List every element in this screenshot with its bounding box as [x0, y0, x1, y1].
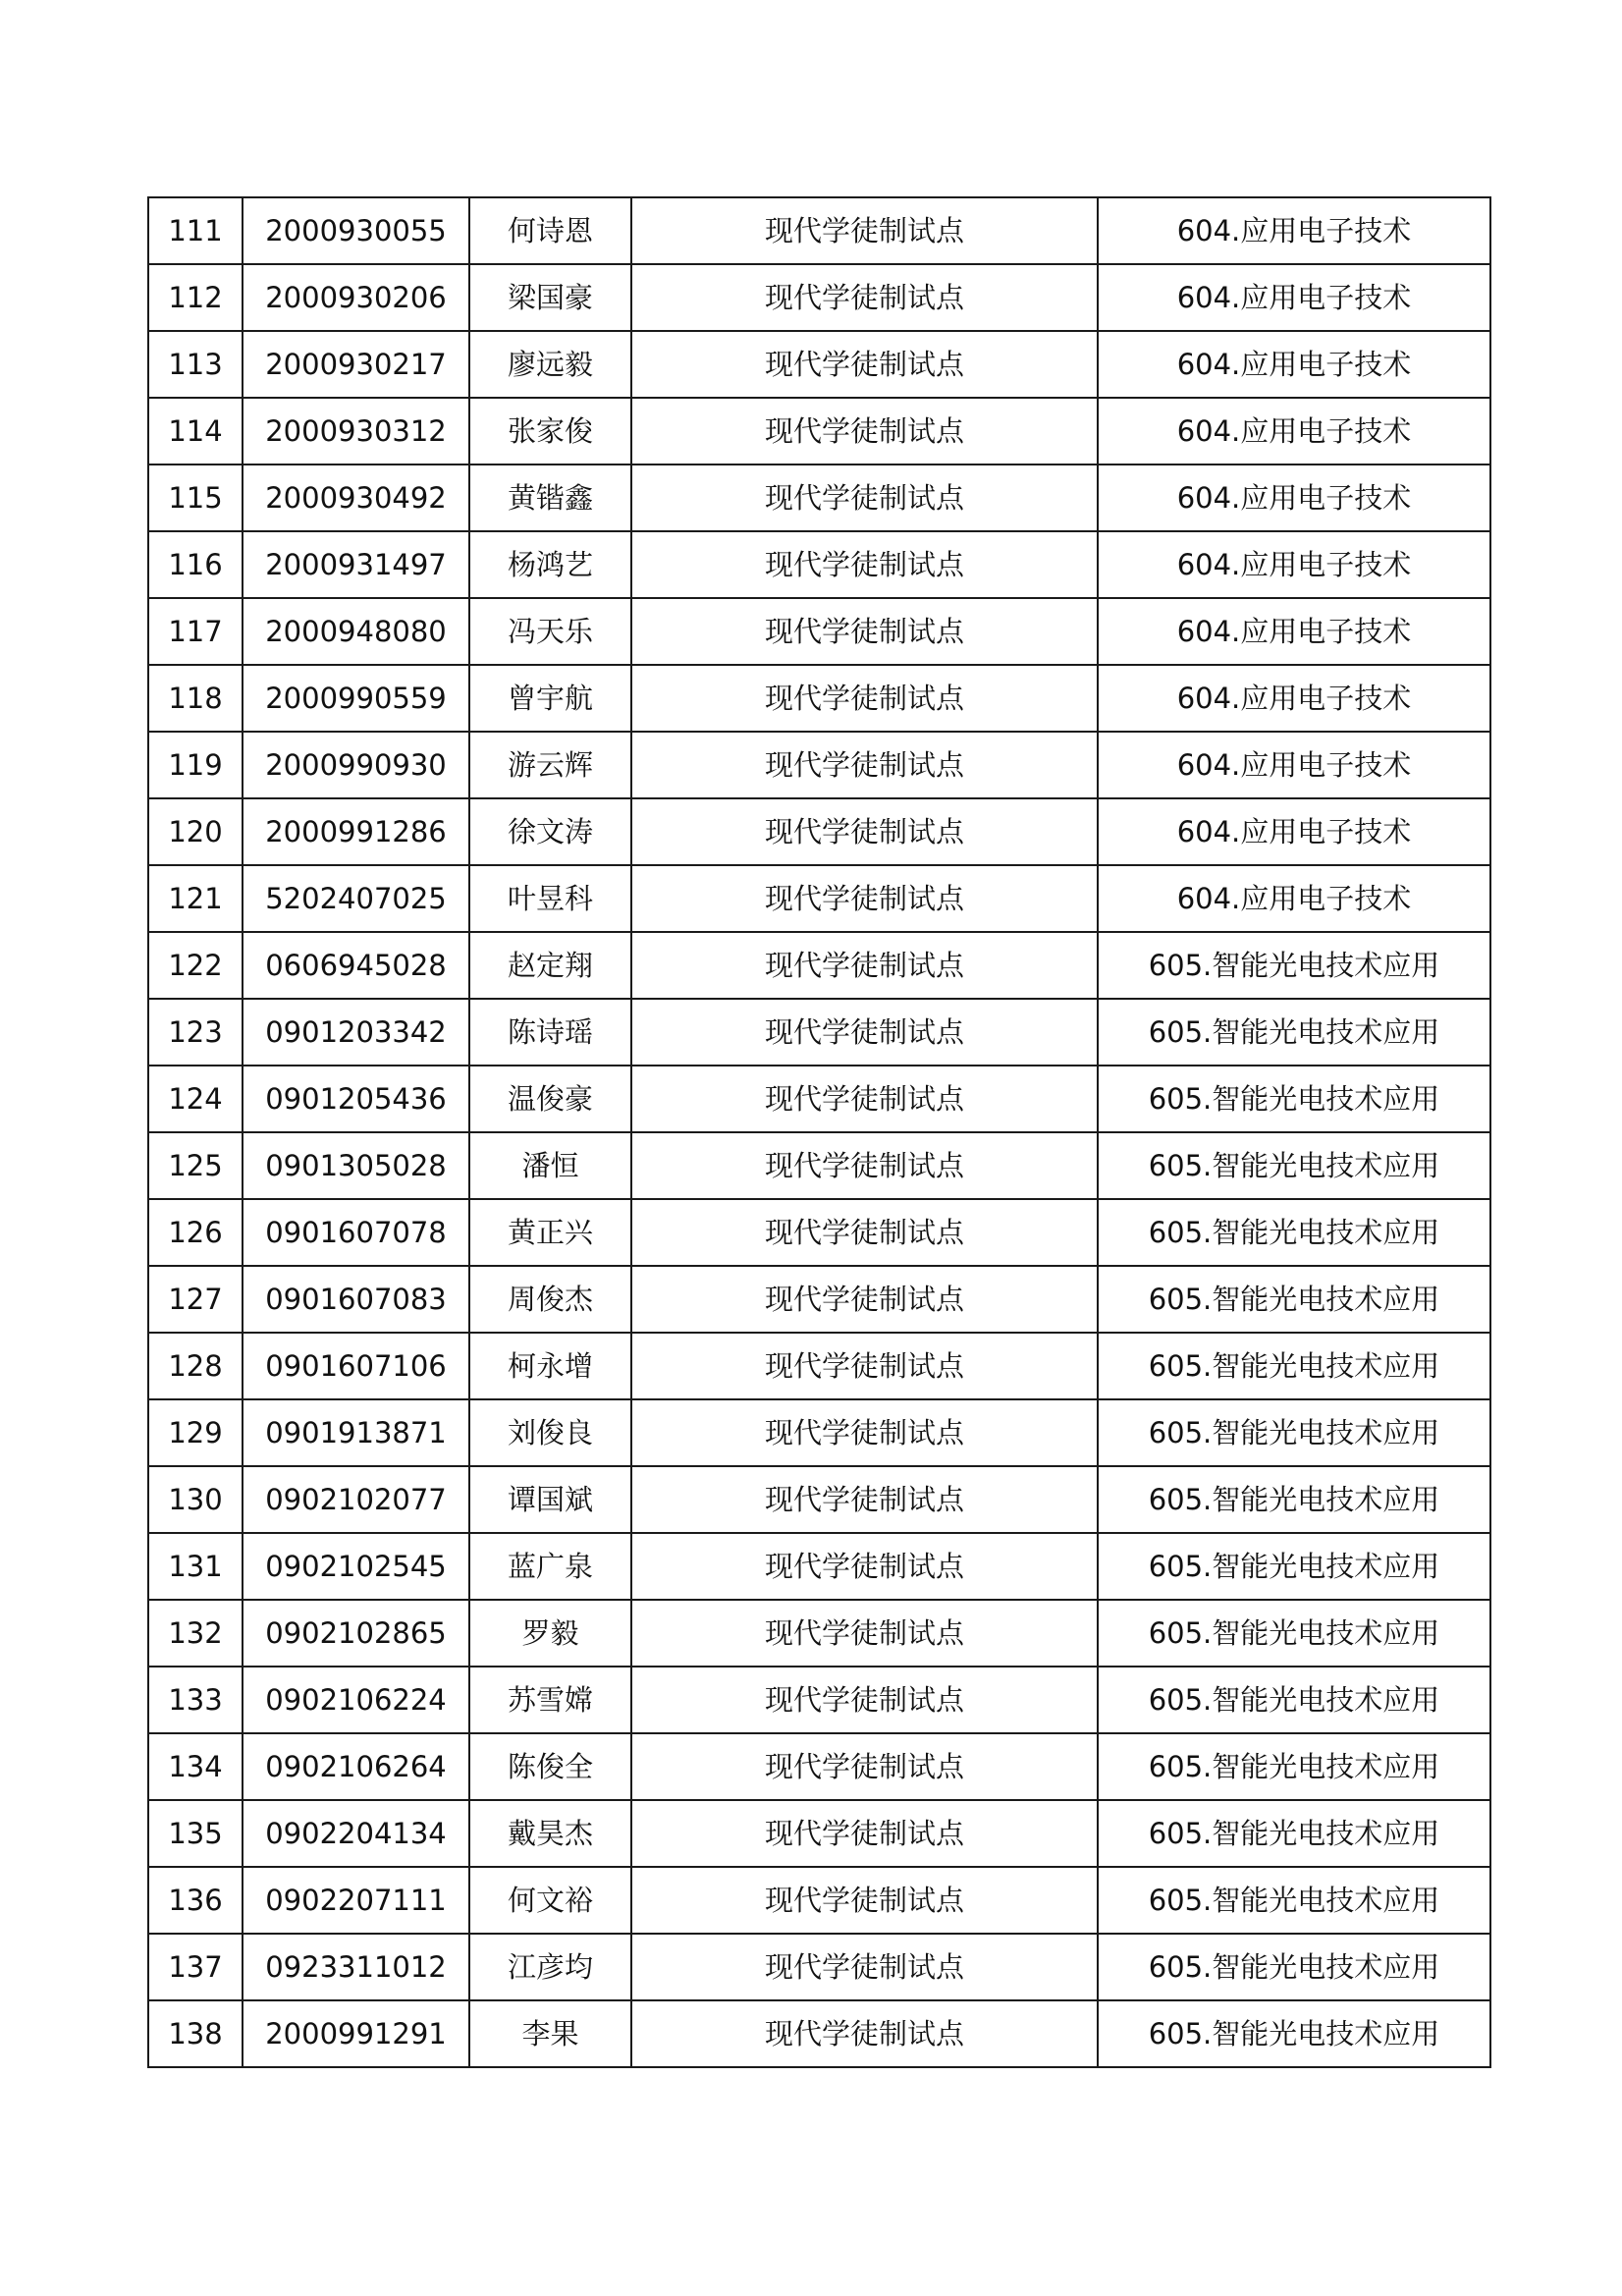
program-category-cell: 现代学徒制试点 — [631, 1600, 1098, 1667]
row-number-cell: 136 — [148, 1867, 243, 1934]
row-number-cell: 113 — [148, 331, 243, 398]
program-category-cell: 现代学徒制试点 — [631, 465, 1098, 531]
program-category-cell: 现代学徒制试点 — [631, 1667, 1098, 1733]
student-id-cell: 0902102865 — [243, 1600, 469, 1667]
student-id-cell: 0901205436 — [243, 1066, 469, 1132]
major-cell: 605.智能光电技术应用 — [1098, 1199, 1490, 1266]
student-id-cell: 0901305028 — [243, 1132, 469, 1199]
row-number-cell: 124 — [148, 1066, 243, 1132]
row-number-cell: 117 — [148, 598, 243, 665]
student-name-cell: 刘俊良 — [469, 1399, 631, 1466]
program-category-cell: 现代学徒制试点 — [631, 732, 1098, 798]
student-roster-table — [147, 196, 1491, 2068]
student-id-cell: 0902204134 — [243, 1800, 469, 1867]
major-cell: 605.智能光电技术应用 — [1098, 1066, 1490, 1132]
table-row — [148, 598, 1490, 665]
major-cell: 604.应用电子技术 — [1098, 798, 1490, 865]
student-name-cell: 曾宇航 — [469, 665, 631, 732]
row-number-cell: 130 — [148, 1466, 243, 1533]
student-id-cell: 2000990930 — [243, 732, 469, 798]
major-cell: 605.智能光电技术应用 — [1098, 1533, 1490, 1600]
student-id-cell: 2000990559 — [243, 665, 469, 732]
student-id-cell: 0902102545 — [243, 1533, 469, 1600]
student-id-cell: 0901203342 — [243, 999, 469, 1066]
student-name-cell: 戴昊杰 — [469, 1800, 631, 1867]
row-number-cell: 122 — [148, 932, 243, 999]
roster-body — [148, 197, 1490, 2067]
student-name-cell: 黄锴鑫 — [469, 465, 631, 531]
major-cell: 605.智能光电技术应用 — [1098, 1867, 1490, 1934]
program-category-cell: 现代学徒制试点 — [631, 865, 1098, 932]
student-name-cell: 黄正兴 — [469, 1199, 631, 1266]
table-row — [148, 1199, 1490, 1266]
major-cell: 605.智能光电技术应用 — [1098, 1733, 1490, 1800]
student-name-cell: 冯天乐 — [469, 598, 631, 665]
row-number-cell: 128 — [148, 1333, 243, 1399]
student-id-cell: 0902106224 — [243, 1667, 469, 1733]
major-cell: 605.智能光电技术应用 — [1098, 1466, 1490, 1533]
table-row — [148, 1132, 1490, 1199]
major-cell: 605.智能光电技术应用 — [1098, 1667, 1490, 1733]
table-row — [148, 1266, 1490, 1333]
major-cell: 605.智能光电技术应用 — [1098, 1266, 1490, 1333]
major-cell: 604.应用电子技术 — [1098, 398, 1490, 465]
student-name-cell: 潘恒 — [469, 1132, 631, 1199]
program-category-cell: 现代学徒制试点 — [631, 197, 1098, 264]
major-cell: 604.应用电子技术 — [1098, 264, 1490, 331]
table-row — [148, 1800, 1490, 1867]
student-name-cell: 廖远毅 — [469, 331, 631, 398]
student-name-cell: 何文裕 — [469, 1867, 631, 1934]
major-cell: 604.应用电子技术 — [1098, 197, 1490, 264]
table-row — [148, 999, 1490, 1066]
table-row — [148, 1466, 1490, 1533]
student-id-cell: 2000930312 — [243, 398, 469, 465]
program-category-cell: 现代学徒制试点 — [631, 331, 1098, 398]
program-category-cell: 现代学徒制试点 — [631, 665, 1098, 732]
major-cell: 604.应用电子技术 — [1098, 598, 1490, 665]
table-row — [148, 865, 1490, 932]
table-row — [148, 732, 1490, 798]
major-cell: 605.智能光电技术应用 — [1098, 1934, 1490, 2000]
student-name-cell: 游云辉 — [469, 732, 631, 798]
student-id-cell: 2000930492 — [243, 465, 469, 531]
major-cell: 605.智能光电技术应用 — [1098, 1399, 1490, 1466]
row-number-cell: 126 — [148, 1199, 243, 1266]
student-name-cell: 徐文涛 — [469, 798, 631, 865]
program-category-cell: 现代学徒制试点 — [631, 1466, 1098, 1533]
table-row — [148, 2000, 1490, 2067]
table-row — [148, 197, 1490, 264]
row-number-cell: 131 — [148, 1533, 243, 1600]
major-cell: 605.智能光电技术应用 — [1098, 2000, 1490, 2067]
table-row — [148, 1733, 1490, 1800]
program-category-cell: 现代学徒制试点 — [631, 531, 1098, 598]
major-cell: 604.应用电子技术 — [1098, 865, 1490, 932]
program-category-cell: 现代学徒制试点 — [631, 1132, 1098, 1199]
student-name-cell: 苏雪嫦 — [469, 1667, 631, 1733]
student-name-cell: 何诗恩 — [469, 197, 631, 264]
table-row — [148, 465, 1490, 531]
major-cell: 604.应用电子技术 — [1098, 531, 1490, 598]
program-category-cell: 现代学徒制试点 — [631, 2000, 1098, 2067]
student-id-cell: 2000991286 — [243, 798, 469, 865]
table-row — [148, 1667, 1490, 1733]
major-cell: 604.应用电子技术 — [1098, 665, 1490, 732]
program-category-cell: 现代学徒制试点 — [631, 1533, 1098, 1600]
student-id-cell: 0902102077 — [243, 1466, 469, 1533]
table-row — [148, 1600, 1490, 1667]
student-id-cell: 2000930055 — [243, 197, 469, 264]
row-number-cell: 111 — [148, 197, 243, 264]
student-id-cell: 0606945028 — [243, 932, 469, 999]
student-name-cell: 梁国豪 — [469, 264, 631, 331]
table-row — [148, 1399, 1490, 1466]
program-category-cell: 现代学徒制试点 — [631, 264, 1098, 331]
student-id-cell: 0901607078 — [243, 1199, 469, 1266]
student-id-cell: 0902106264 — [243, 1733, 469, 1800]
student-name-cell: 陈诗瑶 — [469, 999, 631, 1066]
student-id-cell: 2000930217 — [243, 331, 469, 398]
program-category-cell: 现代学徒制试点 — [631, 798, 1098, 865]
table-row — [148, 264, 1490, 331]
row-number-cell: 138 — [148, 2000, 243, 2067]
program-category-cell: 现代学徒制试点 — [631, 1867, 1098, 1934]
row-number-cell: 120 — [148, 798, 243, 865]
student-name-cell: 张家俊 — [469, 398, 631, 465]
major-cell: 605.智能光电技术应用 — [1098, 999, 1490, 1066]
major-cell: 605.智能光电技术应用 — [1098, 932, 1490, 999]
student-id-cell: 0901607106 — [243, 1333, 469, 1399]
student-id-cell: 0901607083 — [243, 1266, 469, 1333]
student-name-cell: 柯永增 — [469, 1333, 631, 1399]
program-category-cell: 现代学徒制试点 — [631, 398, 1098, 465]
table-row — [148, 531, 1490, 598]
student-name-cell: 温俊豪 — [469, 1066, 631, 1132]
major-cell: 605.智能光电技术应用 — [1098, 1132, 1490, 1199]
major-cell: 604.应用电子技术 — [1098, 465, 1490, 531]
row-number-cell: 119 — [148, 732, 243, 798]
program-category-cell: 现代学徒制试点 — [631, 1934, 1098, 2000]
row-number-cell: 132 — [148, 1600, 243, 1667]
major-cell: 604.应用电子技术 — [1098, 732, 1490, 798]
row-number-cell: 127 — [148, 1266, 243, 1333]
row-number-cell: 116 — [148, 531, 243, 598]
student-name-cell: 陈俊全 — [469, 1733, 631, 1800]
student-name-cell: 谭国斌 — [469, 1466, 631, 1533]
student-name-cell: 江彦均 — [469, 1934, 631, 2000]
table-row — [148, 798, 1490, 865]
student-id-cell: 2000930206 — [243, 264, 469, 331]
program-category-cell: 现代学徒制试点 — [631, 1066, 1098, 1132]
row-number-cell: 133 — [148, 1667, 243, 1733]
program-category-cell: 现代学徒制试点 — [631, 1399, 1098, 1466]
student-id-cell: 0902207111 — [243, 1867, 469, 1934]
program-category-cell: 现代学徒制试点 — [631, 1199, 1098, 1266]
major-cell: 605.智能光电技术应用 — [1098, 1600, 1490, 1667]
major-cell: 604.应用电子技术 — [1098, 331, 1490, 398]
table-row — [148, 1333, 1490, 1399]
row-number-cell: 112 — [148, 264, 243, 331]
row-number-cell: 135 — [148, 1800, 243, 1867]
program-category-cell: 现代学徒制试点 — [631, 999, 1098, 1066]
row-number-cell: 137 — [148, 1934, 243, 2000]
table-row — [148, 1934, 1490, 2000]
row-number-cell: 114 — [148, 398, 243, 465]
table-row — [148, 932, 1490, 999]
major-cell: 605.智能光电技术应用 — [1098, 1333, 1490, 1399]
row-number-cell: 121 — [148, 865, 243, 932]
student-id-cell: 0901913871 — [243, 1399, 469, 1466]
student-name-cell: 周俊杰 — [469, 1266, 631, 1333]
program-category-cell: 现代学徒制试点 — [631, 1800, 1098, 1867]
row-number-cell: 115 — [148, 465, 243, 531]
student-name-cell: 蓝广泉 — [469, 1533, 631, 1600]
student-name-cell: 杨鸿艺 — [469, 531, 631, 598]
student-name-cell: 叶昱科 — [469, 865, 631, 932]
table-row — [148, 331, 1490, 398]
program-category-cell: 现代学徒制试点 — [631, 1266, 1098, 1333]
row-number-cell: 129 — [148, 1399, 243, 1466]
program-category-cell: 现代学徒制试点 — [631, 598, 1098, 665]
table-row — [148, 665, 1490, 732]
student-name-cell: 罗毅 — [469, 1600, 631, 1667]
row-number-cell: 118 — [148, 665, 243, 732]
table-row — [148, 398, 1490, 465]
program-category-cell: 现代学徒制试点 — [631, 1333, 1098, 1399]
table-row — [148, 1867, 1490, 1934]
student-id-cell: 0923311012 — [243, 1934, 469, 2000]
student-id-cell: 2000931497 — [243, 531, 469, 598]
row-number-cell: 123 — [148, 999, 243, 1066]
row-number-cell: 134 — [148, 1733, 243, 1800]
table-row — [148, 1066, 1490, 1132]
row-number-cell: 125 — [148, 1132, 243, 1199]
program-category-cell: 现代学徒制试点 — [631, 932, 1098, 999]
student-id-cell: 5202407025 — [243, 865, 469, 932]
table-row — [148, 1533, 1490, 1600]
student-name-cell: 李果 — [469, 2000, 631, 2067]
student-id-cell: 2000991291 — [243, 2000, 469, 2067]
student-id-cell: 2000948080 — [243, 598, 469, 665]
student-name-cell: 赵定翔 — [469, 932, 631, 999]
program-category-cell: 现代学徒制试点 — [631, 1733, 1098, 1800]
major-cell: 605.智能光电技术应用 — [1098, 1800, 1490, 1867]
